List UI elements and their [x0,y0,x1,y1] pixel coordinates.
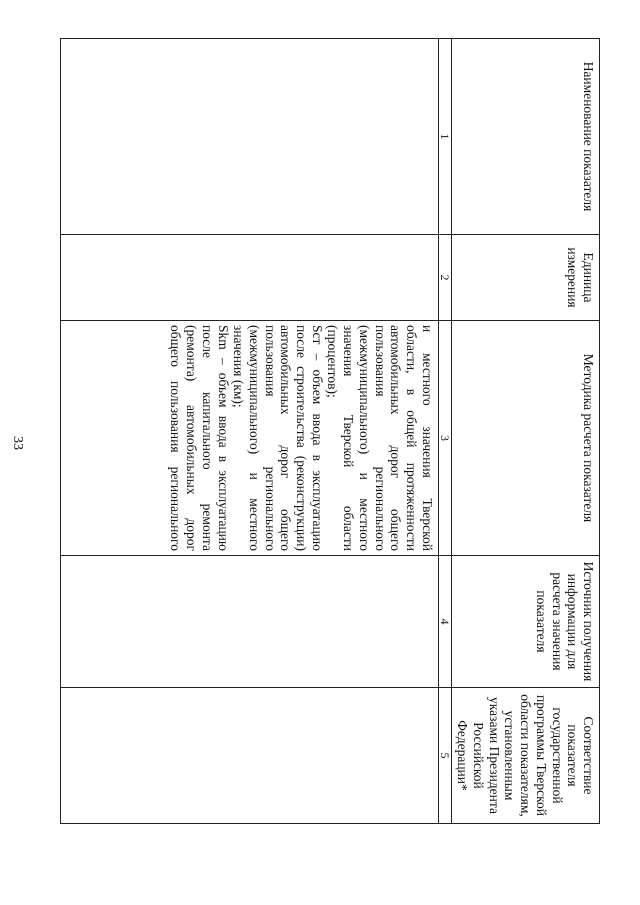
cell-compliance [61,688,439,824]
header-indicator-name: Наименование показателя [451,39,599,235]
cell-source [61,556,439,688]
header-method: Методика расчета показателя [451,321,599,556]
method-line: общего пользования регионального [168,325,184,551]
method-line: пользования регионального [372,325,388,551]
content-row [61,39,439,824]
col-number-3: 3 [438,321,451,556]
rotated-table-wrapper [60,38,600,823]
header-source: Источник получения информации для расчета значения показателя [451,556,599,688]
number-row [438,39,451,824]
col-number-5: 5 [438,688,451,824]
method-line: (процентов); [325,325,341,398]
method-line: (межмуниципального) и местного [246,325,262,551]
col-number-2: 2 [438,235,451,321]
indicator-table [60,38,600,824]
method-line: значения Тверской области [341,325,357,551]
method-line: автомобильных дорог общего [278,325,294,551]
method-line: значения (км); [231,325,247,408]
method-line: Skm – объем ввода в эксплуатацию [215,325,231,551]
method-line: пользования регионального [262,325,278,551]
method-line: Sст – объем ввода в эксплуатацию [309,325,325,551]
page-number: 33 [10,436,25,450]
col-number-4: 4 [438,556,451,688]
cell-indicator-name [61,39,439,235]
method-line: и местного значения Тверской [419,325,435,551]
method-line: после капитального ремонта [199,325,215,551]
header-compliance: Соответствие показателя государственной программы Тверской области показателям, установленным указами Президента Российской Федерации* [451,688,599,824]
col-number-1: 1 [438,39,451,235]
header-row [451,39,599,824]
cell-method [61,321,439,556]
cell-unit [61,235,439,321]
method-line: автомобильных дорог общего [388,325,404,551]
header-unit: Единица измерения [451,235,599,321]
method-line: после строительства (реконструкции) [294,325,310,551]
method-line: (ремонта) автомобильных дорог [184,325,200,551]
method-line: области, в общей протяженности [403,325,419,551]
method-line: (межмуниципального) и местного [356,325,372,551]
